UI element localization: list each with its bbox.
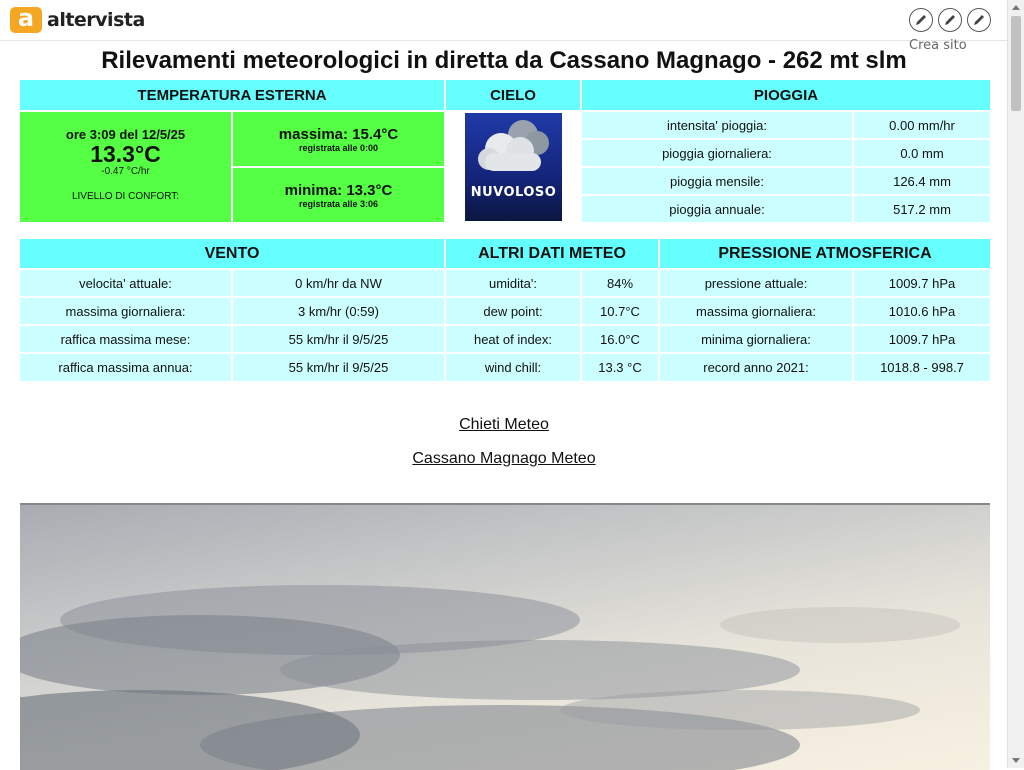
altri-value: 16.0°C <box>582 326 658 352</box>
pressione-label: massima giornaliera: <box>660 298 852 324</box>
temperatura-max-panel <box>233 112 444 166</box>
crea-sito-link[interactable]: Crea sito <box>909 38 967 53</box>
pioggia-label: pioggia giornaliera: <box>582 140 852 166</box>
pressione-value: 1010.6 hPa <box>854 298 990 324</box>
top-bar <box>0 0 1008 41</box>
altri-value: 84% <box>582 270 658 296</box>
temperatura-min-time: registrata alle 3:06 <box>298 198 379 209</box>
pioggia-value: 517.2 mm <box>854 196 990 222</box>
scrollbar[interactable] <box>1007 0 1024 768</box>
altri-label: dew point: <box>446 298 580 324</box>
pressione-label: minima giornaliera: <box>660 326 852 352</box>
altri-value: 10.7°C <box>582 298 658 324</box>
temperatura-min-panel <box>233 168 444 222</box>
cielo-condition: NUVOLOSO <box>470 185 557 200</box>
cielo-header: CIELO <box>446 80 580 110</box>
pencil-icon[interactable] <box>938 8 962 32</box>
cassano-magnago-meteo-link[interactable]: Cassano Magnago Meteo <box>412 450 596 467</box>
vento-value: 0 km/hr da NW <box>233 270 444 296</box>
temperatura-current: 13.3°C <box>90 140 161 167</box>
confort-label: LIVELLO DI CONFORT: <box>71 190 180 202</box>
altervista-logo-icon[interactable] <box>10 4 42 33</box>
page-title: Rilevamenti meteorologici in diretta da Cassano Magnago - 262 mt slm <box>101 47 907 74</box>
altri-value: 13.3 °C <box>582 354 658 381</box>
scroll-up-icon[interactable] <box>1012 5 1020 10</box>
vento-value: 3 km/hr (0:59) <box>233 298 444 324</box>
pressione-value: 1018.8 - 998.7 <box>854 354 990 381</box>
pioggia-value: 126.4 mm <box>854 168 990 194</box>
webcam-image <box>20 503 990 770</box>
pioggia-label: intensita' pioggia: <box>582 112 852 138</box>
pressione-value: 1009.7 hPa <box>854 270 990 296</box>
temperatura-min: minima: 13.3°C <box>284 181 393 199</box>
pioggia-value: 0.00 mm/hr <box>854 112 990 138</box>
pioggia-label: pioggia annuale: <box>582 196 852 222</box>
pioggia-header: PIOGGIA <box>582 80 990 110</box>
altri-label: heat of index: <box>446 326 580 352</box>
vento-label: velocita' attuale: <box>20 270 231 296</box>
temperatura-time: ore 3:09 del 12/5/25 <box>65 126 186 142</box>
pioggia-label: pioggia mensile: <box>582 168 852 194</box>
vento-header: VENTO <box>20 239 444 268</box>
pioggia-value: 0.0 mm <box>854 140 990 166</box>
temperatura-rate: -0.47 °C/hr <box>101 165 150 177</box>
pressione-label: record anno 2021: <box>660 354 852 381</box>
pressione-value: 1009.7 hPa <box>854 326 990 352</box>
vento-value: 55 km/hr il 9/5/25 <box>233 354 444 381</box>
chieti-meteo-link[interactable]: Chieti Meteo <box>459 416 549 433</box>
logo-letter: a <box>17 4 35 32</box>
temperatura-max: massima: 15.4°C <box>278 125 399 143</box>
pressione-label: pressione attuale: <box>660 270 852 296</box>
scroll-down-icon[interactable] <box>1012 758 1020 763</box>
vento-label: raffica massima annua: <box>20 354 231 381</box>
pencil-icon[interactable] <box>967 8 991 32</box>
vento-value: 55 km/hr il 9/5/25 <box>233 326 444 352</box>
altri-dati-header: ALTRI DATI METEO <box>446 239 658 268</box>
pencil-icon[interactable] <box>909 8 933 32</box>
scrollbar-thumb[interactable] <box>1011 16 1021 111</box>
temperatura-header: TEMPERATURA ESTERNA <box>20 80 444 110</box>
altri-label: wind chill: <box>446 354 580 381</box>
vento-label: massima giornaliera: <box>20 298 231 324</box>
brand-name[interactable]: altervista <box>47 9 145 31</box>
temperatura-current-panel <box>20 112 231 222</box>
altri-label: umidita': <box>446 270 580 296</box>
cloudy-icon <box>465 113 562 221</box>
link-row <box>0 416 1008 434</box>
temperatura-max-time: registrata alle 0:00 <box>298 142 379 153</box>
vento-label: raffica massima mese: <box>20 326 231 352</box>
pressione-header: PRESSIONE ATMOSFERICA <box>660 239 990 268</box>
link-row <box>0 450 1008 468</box>
